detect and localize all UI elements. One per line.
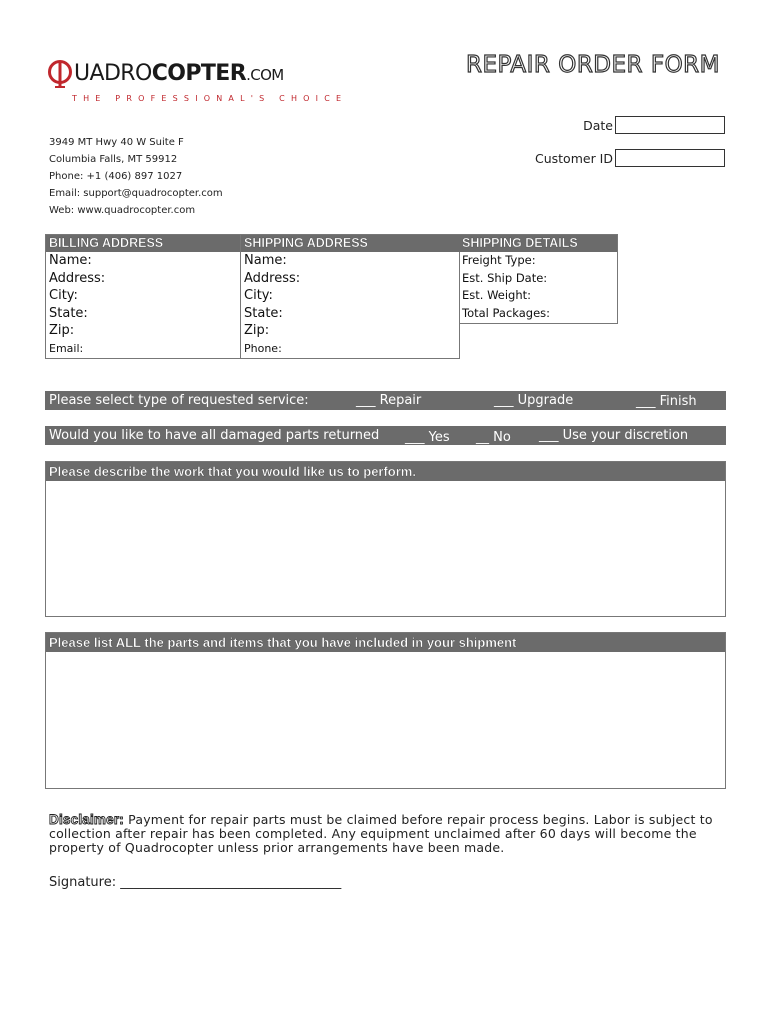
billing-zip-field[interactable]: Zip: [49,323,75,339]
shipping-city-field[interactable]: City: [244,288,273,304]
logo-word-uadro: UADRO [74,61,152,86]
company-address-line2: Columbia Falls, MT 59912 [49,154,178,165]
customer-id-label: Customer ID [534,151,613,166]
total-packages-field[interactable]: Total Packages: [462,305,551,320]
shipping-details-header: SHIPPING DETAILS [459,235,617,252]
company-phone: Phone: +1 (406) 897 1027 [49,171,183,182]
service-finish-option[interactable]: ___ Finish [636,394,697,409]
billing-address-section [45,234,241,359]
service-upgrade-option[interactable]: ___ Upgrade [494,393,574,408]
shipping-address-field[interactable]: Address: [244,270,301,286]
shipping-address-section [240,234,460,359]
billing-address-field[interactable]: Address: [49,270,106,286]
work-description-textarea[interactable] [46,481,725,617]
parts-list-textarea[interactable] [46,652,725,789]
company-email: Email: support@quadrocopter.com [49,188,223,199]
logo-tagline: THE PROFESSIONAL'S CHOICE [72,94,348,103]
date-field-row [425,116,725,134]
company-info [49,137,223,222]
customer-id-input[interactable] [615,149,725,167]
return-parts-bar [45,426,726,445]
form-title: REPAIR ORDER FORM [466,52,720,78]
work-description-header: Please describe the work that you would like us to perform. [46,462,725,481]
billing-city-field[interactable]: City: [49,288,78,304]
disclaimer-label: Disclaimer: [49,812,124,827]
return-discretion-option[interactable]: ___ Use your discretion [539,428,689,443]
shipping-name-field[interactable]: Name: [244,253,287,268]
return-no-option[interactable]: __ No [476,430,511,445]
billing-address-header: BILLING ADDRESS [46,235,241,252]
billing-email-field[interactable]: Email: [49,341,84,355]
company-web: Web: www.quadrocopter.com [49,205,196,216]
service-type-prompt: Please select type of requested service: [49,393,309,408]
est-weight-field[interactable]: Est. Weight: [462,288,532,303]
customer-id-field-row [425,149,725,167]
signature-line[interactable]: Signature: __________________________________ [49,875,342,890]
shipping-state-field[interactable]: State: [244,305,283,321]
disclaimer-text: Payment for repair parts must be claimed before repair process begins. Labor is subject to collection after repair has been completed. Any equipment unclaimed after 60 days will become the property of Quadrocopter unless prior arrangements have been made. [49,812,713,855]
disclaimer [49,813,729,855]
work-description-panel [45,461,726,617]
shipping-details-section [459,234,618,324]
parts-list-panel [45,632,726,789]
logo-wordmark [74,61,284,86]
return-parts-prompt: Would you like to have all damaged parts returned [49,428,380,443]
billing-state-field[interactable]: State: [49,305,88,321]
service-repair-option[interactable]: ___ Repair [356,393,422,408]
service-type-bar [45,391,726,410]
quadrocopter-logo [48,58,348,108]
logo-word-copter: COPTER [151,61,247,86]
freight-type-field[interactable]: Freight Type: [462,253,536,267]
billing-name-field[interactable]: Name: [49,253,92,268]
shipping-address-header: SHIPPING ADDRESS [241,235,459,252]
return-yes-option[interactable]: ___ Yes [405,430,450,445]
parts-list-header: Please list ALL the parts and items that you have included in your shipment [46,633,725,652]
logo-word-com: .COM [246,66,284,84]
date-label: Date [583,118,613,133]
est-ship-date-field[interactable]: Est. Ship Date: [462,270,548,285]
date-input[interactable] [615,116,725,134]
shipping-zip-field[interactable]: Zip: [244,323,270,339]
company-address-line1: 3949 MT Hwy 40 W Suite F [49,137,184,148]
quadrocopter-q-logo-icon [48,58,76,90]
shipping-phone-field[interactable]: Phone: [244,341,282,355]
